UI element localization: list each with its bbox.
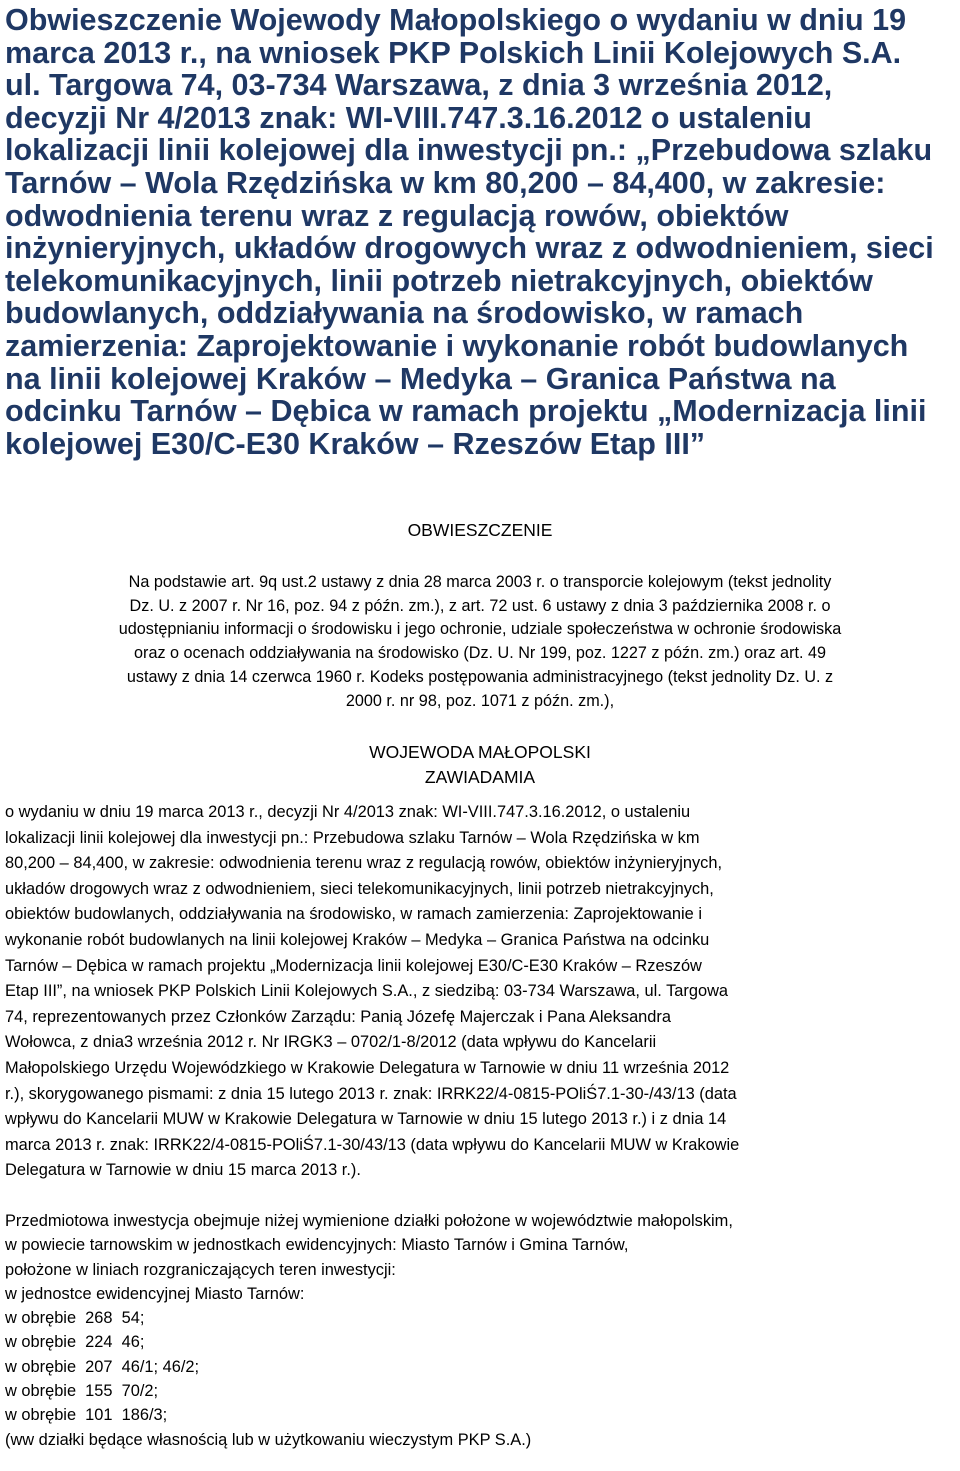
notice-heading: OBWIESZCZENIE <box>407 520 553 540</box>
investment-section <box>5 1209 960 1452</box>
parcel-line: w obrębie 207 46/1; 46/2; <box>5 1357 200 1376</box>
decision-paragraph: o wydaniu w dniu 19 marca 2013 r., decyzji Nr 4/2013 znak: WI-VIII.747.3.16.2012, o ustaleniu lokalizacji linii kolejowej dla inwestycji pn.: Przebudowa szlaku Tarnów – Wola Rzędzińska w km 80,200 – 84,400, w zakresie: odwodnienia terenu wraz z regulacją rowów, obiektów inżynieryjnych, układów drogowych wraz z odwodnieniem, sieci telekomunikacyjnych, linii potrzeb nietrakcyjnych, obiektów budowlanych, oddziaływania na środowisko, w ramach zamierzenia: Zaprojektowanie i wykonanie robót budowlanych na linii kolejowej Kraków – Medyka – Granica Państwa na odcinku Tarnów – Dębica w ramach projektu „Modernizacja linii kolejowej E30/C-E30 Kraków – Rzeszów Etap III”, na wniosek PKP Polskich Linii Kolejowych S.A., z siedzibą: 03-734 Warszawa, ul. Targowa 74, reprezentowanych przez Członków Zarządu: Panią Józefę Majerczak i Pana Aleksandra Wołowca, z dnia3 września 2012 r. Nr IRGK3 – 0702/1-8/2012 (data wpływu do Kancelarii Małopolskiego Urzędu Wojewódzkiego w Krakowie Delegatura w Tarnowie w dniu 11 września 2012 r.), skorygowanego pismami: z dnia 15 lutego 2013 r. znak: IRRK22/4-0815-POliŚ7.1-30-/43/13 (data wpływu do Kancelarii MUW w Krakowie Delegatura w Tarnowie w dniu 15 lutego 2013 r.) i z dnia 14 marca 2013 r. znak: IRRK22/4-0815-POliŚ7.1-30/43/13 (data wpływu do Kancelarii MUW w Krakowie Delegatura w Tarnowie w dniu 15 marca 2013 r.). <box>5 803 740 1180</box>
investment-line: w jednostce ewidencyjnej Miasto Tarnów: <box>5 1284 305 1303</box>
investment-line: położone w liniach rozgraniczających teren inwestycji: <box>5 1260 396 1279</box>
parcel-line: w obrębie 101 186/3; <box>5 1406 168 1425</box>
investment-line: Przedmiotowa inwestycja obejmuje niżej wymienione działki położone w województwie małopolskim, <box>5 1212 733 1230</box>
ownership-note: (ww działki będące własnością lub w użytkowaniu wieczystym PKP S.A.) <box>5 1430 532 1449</box>
authority-name: WOJEWODA MAŁOPOLSKI <box>369 742 591 762</box>
announcement-verb: ZAWIADAMIA <box>424 767 536 787</box>
parcel-line: w obrębie 268 54; <box>5 1309 145 1328</box>
parcel-line: w obrębie 155 70/2; <box>5 1382 159 1401</box>
investment-line: w powiecie tarnowskim w jednostkach ewidencyjnych: Miasto Tarnów i Gmina Tarnów, <box>5 1236 629 1255</box>
legal-basis-paragraph: Na podstawie art. 9q ust.2 ustawy z dnia 28 marca 2003 r. o transporcie kolejowym (tekst jednolity Dz. U. z 2007 r. Nr 16, poz. 94 z późn. zm.), z art. 72 ust. 6 ustawy z dnia 3 października 2008 r. o udostępnianiu informacji o środowisku i jego ochronie, udziale społeczeństwa w ochronie środowiska oraz o ocenach oddziaływania na środowisko (Dz. U. Nr 199, poz. 1227 z późn. zm.) oraz art. 49 ustawy z dnia 14 czerwca 1960 r. Kodeks postępowania administracyjnego (tekst jednolity Dz. U. z 2000 r. nr 98, poz. 1071 z późn. zm.), <box>118 573 842 710</box>
parcel-line: w obrębie 224 46; <box>5 1333 145 1352</box>
document-title: Obwieszczenie Wojewody Małopolskiego o wydaniu w dniu 19 marca 2013 r., na wniosek PKP Polskich Linii Kolejowych S.A. ul. Targowa 74, 03-734 Warszawa, z dnia 3 września 2012, decyzji Nr 4/2013 znak: WI-VIII.747.3.16.2012 o ustaleniu lokalizacji linii kolejowej dla inwestycji pn.: „Przebudowa szlaku Tarnów – Wola Rzędzińska w km 80,200 – 84,400, w zakresie: odwodnienia terenu wraz z regulacją rowów, obiektów inżynieryjnych, układów drogowych wraz z odwodnieniem, sieci telekomunikacyjnych, linii potrzeb nietrakcyjnych, obiektów budowlanych, oddziaływania na środowisko, w ramach zamierzenia: Zaprojektowanie i wykonanie robót budowlanych na linii kolejowej Kraków – Medyka – Granica Państwa na odcinku Tarnów – Dębica w ramach projektu „Modernizacja linii kolejowej E30/C-E30 Kraków – Rzeszów Etap III” <box>5 3 934 461</box>
